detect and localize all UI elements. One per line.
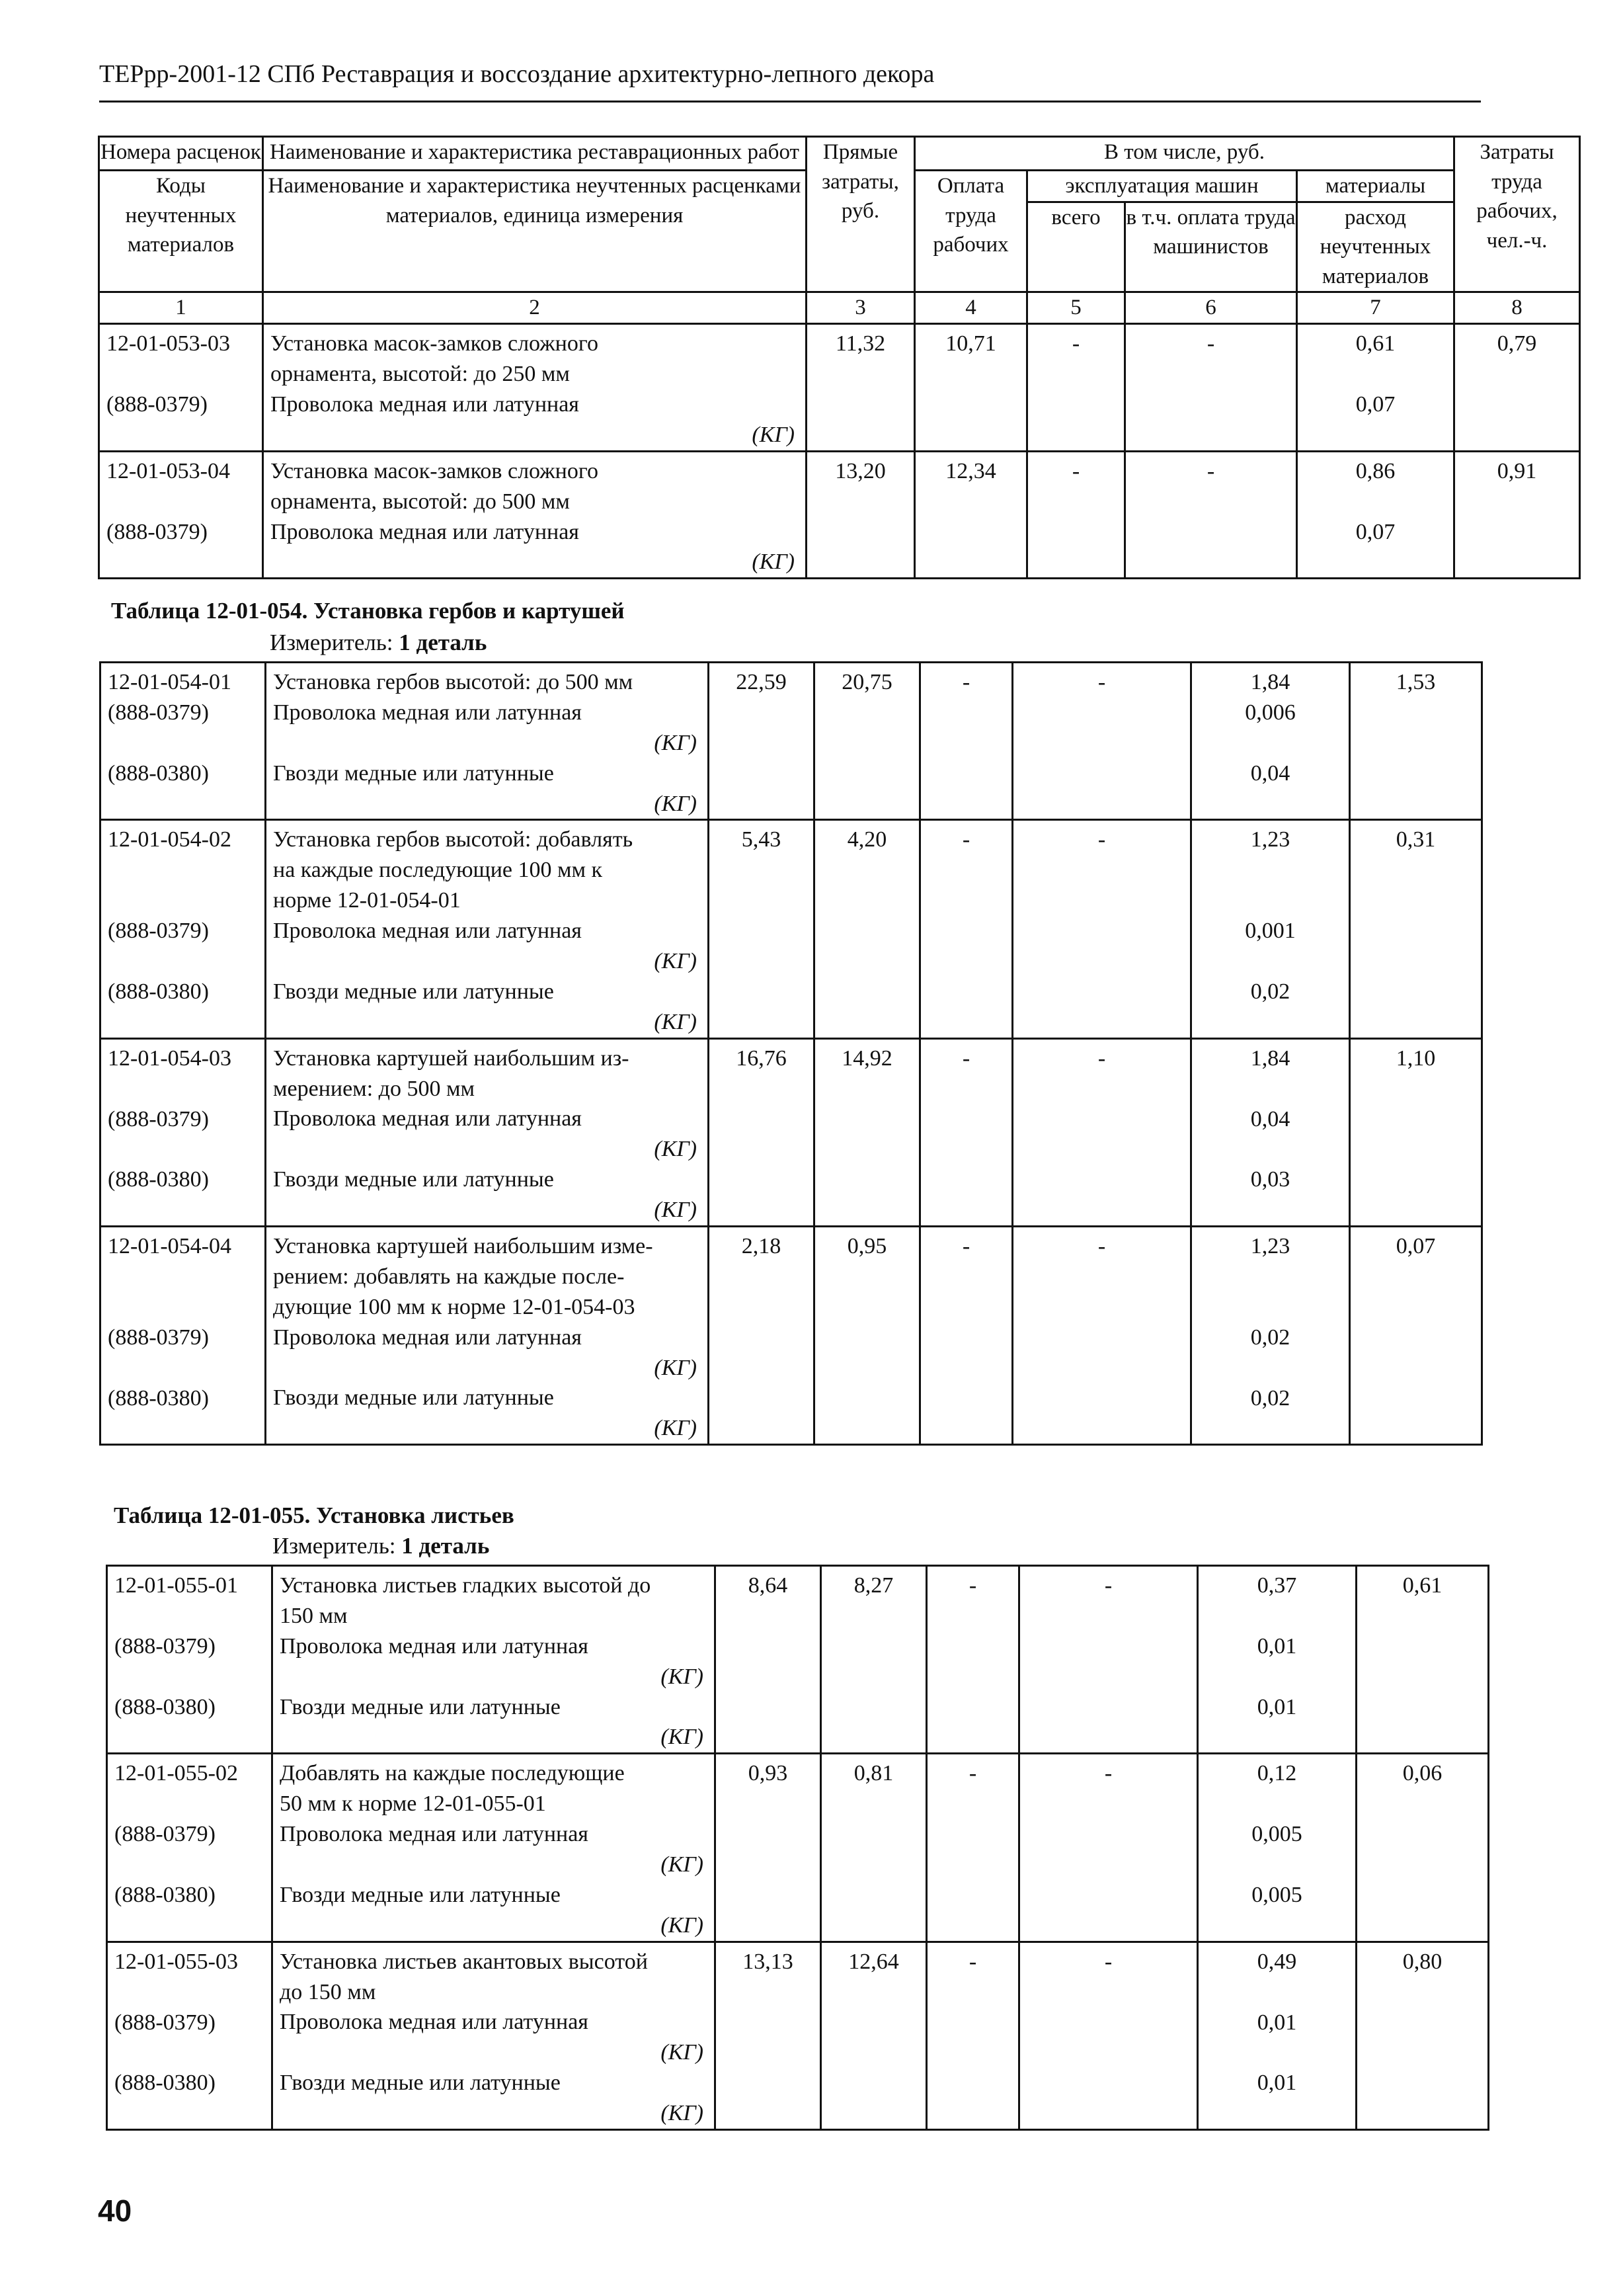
material-unit: (КГ) (654, 1416, 697, 1441)
spacer (108, 728, 264, 758)
rate-row (100, 663, 1482, 820)
value-labor (1357, 1566, 1489, 1754)
value-pay-text: 0,95 (847, 1234, 887, 1259)
value-pay-text: 8,27 (853, 1573, 894, 1598)
material-code: (888-0380) (114, 1694, 216, 1719)
material-name: Гвозди медные или латунные (280, 2070, 561, 2096)
price-table-054 (99, 661, 1483, 1446)
header-cell-machines: эксплуатация машин (1027, 171, 1297, 202)
material-qty: 0,03 (1250, 1167, 1290, 1192)
value-labor (1454, 451, 1580, 579)
material-qty: 0,006 (1245, 700, 1296, 725)
material-unit: (КГ) (654, 1198, 697, 1223)
spacer (1192, 855, 1349, 916)
rate-name-cell (266, 663, 709, 820)
value-mach_pay-text: - (1207, 331, 1215, 356)
value-pay-text: 20,75 (842, 670, 892, 694)
table-title-055: Таблица 12-01-055. Установка листьев (114, 1502, 514, 1528)
material-code: (888-0380) (114, 2070, 216, 2096)
value-direct-text: 2,18 (741, 1234, 781, 1259)
rate-name-line: Установка листьев гладких высотой до (280, 1573, 651, 1598)
value-direct (709, 820, 814, 1038)
value-mach (927, 1942, 1019, 2129)
value-materials (1191, 820, 1350, 1038)
value-pay-text: 10,71 (945, 331, 996, 356)
header-cell-machinist-pay: в т.ч. оплата труда машинистов (1125, 202, 1297, 292)
table-meter-054 (270, 630, 487, 656)
spacer (1199, 1601, 1355, 1631)
rate-name-line: 150 мм (280, 1603, 348, 1628)
value-mach (920, 820, 1013, 1038)
value-direct (709, 1038, 814, 1226)
value-materials (1191, 1227, 1350, 1445)
rate-name-line: Установка гербов высотой: до 500 мм (273, 670, 633, 694)
rate-code-cell (107, 1566, 272, 1754)
value-direct-text: 16,76 (736, 1046, 787, 1071)
price-table-055 (106, 1565, 1489, 2131)
header-cell-material-name: Наименование и характеристика неучтенных расценками материалов, единица измерения (263, 171, 807, 292)
value-labor-text: 0,79 (1497, 331, 1537, 356)
value-direct-text: 13,20 (835, 458, 886, 483)
material-name: Проволока медная или латунная (273, 1106, 582, 1131)
header-cell-machines-total: всего (1027, 202, 1125, 292)
table-title-054: Таблица 12-01-054. Установка гербов и картушей (111, 598, 625, 624)
value-labor (1357, 1754, 1489, 1942)
value-mach-text: - (962, 1234, 970, 1259)
header-cell-work-name: Наименование и характеристика реставрационных работ (263, 137, 807, 171)
material-code: (888-0379) (108, 700, 209, 725)
value-labor-text: 0,61 (1402, 1573, 1443, 1598)
column-number: 1 (99, 292, 263, 324)
material-code: (888-0379) (108, 919, 209, 944)
material-unit: (КГ) (654, 1137, 697, 1162)
rate-name-line: орнамента, высотой: до 250 мм (270, 362, 570, 387)
value-mach_pay-text: - (1097, 1234, 1106, 1259)
value-mach-text: - (969, 1573, 977, 1598)
material-name: Проволока медная или латунная (270, 519, 579, 544)
material-unit: (КГ) (660, 1852, 703, 1877)
header-rule (99, 101, 1481, 102)
material-qty: 0,02 (1250, 1325, 1290, 1350)
rate-code-cell (107, 1754, 272, 1942)
material-qty: 0,02 (1250, 979, 1290, 1004)
value-mach_pay-text: - (1207, 458, 1215, 483)
material-name: Гвозди медные или латунные (280, 1882, 561, 1907)
spacer (114, 1977, 271, 2008)
value-direct (715, 1754, 821, 1942)
column-number: 2 (263, 292, 807, 324)
rate-row (107, 1942, 1489, 2129)
material-name: Проволока медная или латунная (273, 919, 582, 944)
material-name: Проволока медная или латунная (280, 2010, 588, 2035)
rate-row (107, 1566, 1489, 1754)
material-qty: 0,01 (1257, 2010, 1297, 2035)
value-labor (1350, 1038, 1482, 1226)
spacer (1192, 728, 1349, 758)
spacer (108, 1262, 264, 1323)
material-code: (888-0379) (106, 519, 208, 544)
value-materials (1297, 324, 1454, 452)
rate-name-cell (272, 1566, 715, 1754)
material-unit: (КГ) (654, 791, 697, 816)
value-mach_pay (1125, 451, 1297, 579)
value-mach_pay (1019, 1942, 1198, 2129)
rate-code: 12-01-053-03 (106, 331, 230, 356)
value-direct-text: 0,93 (748, 1761, 788, 1786)
value-mach_pay (1013, 663, 1191, 820)
spacer (108, 946, 264, 977)
spacer (108, 855, 264, 916)
value-direct-text: 11,32 (835, 331, 886, 356)
value-labor (1357, 1942, 1489, 2129)
rate-code: 12-01-054-04 (108, 1234, 231, 1259)
rate-code: 12-01-055-01 (114, 1573, 238, 1598)
material-qty: 0,04 (1250, 1106, 1290, 1131)
value-labor-text: 0,80 (1402, 1949, 1443, 1974)
material-qty: 0,01 (1257, 1694, 1297, 1719)
rate-code: 12-01-054-01 (108, 670, 231, 694)
spacer (108, 1134, 264, 1165)
value-mach_pay (1019, 1754, 1198, 1942)
column-number: 6 (1125, 292, 1297, 324)
rate-name-line: Установка гербов высотой: добавлять (273, 827, 633, 852)
material-name: Проволока медная или латунная (273, 1325, 582, 1350)
spacer (1199, 1789, 1355, 1819)
spacer (1192, 1353, 1349, 1383)
header-cell-materials: материалы (1297, 171, 1454, 202)
material-qty: 0,005 (1251, 1883, 1302, 1908)
page-number: 40 (98, 2194, 132, 2228)
meter-label: Измеритель: (272, 1533, 396, 1559)
value-mach_pay-text: - (1097, 1046, 1106, 1071)
material-code: (888-0379) (108, 1325, 209, 1350)
spacer (1192, 1134, 1349, 1165)
material-qty: 0,01 (1257, 2070, 1297, 2096)
table-meter-055 (272, 1533, 489, 1559)
material-qty: 0,01 (1257, 1633, 1297, 1659)
value-mat-text: 0,61 (1355, 331, 1396, 356)
rate-name-line: Установка листьев акантовых высотой (280, 1949, 648, 1974)
rate-code: 12-01-054-03 (108, 1046, 231, 1071)
material-qty: 0,005 (1251, 1822, 1302, 1847)
material-code: (888-0380) (108, 979, 209, 1004)
value-direct (709, 1227, 814, 1445)
rate-row (100, 1038, 1482, 1226)
material-unit: (КГ) (660, 1725, 703, 1750)
value-mach (927, 1754, 1019, 1942)
material-unit: (КГ) (654, 730, 697, 755)
value-mach_pay (1013, 1227, 1191, 1445)
value-mach_pay-text: - (1104, 1573, 1113, 1598)
value-mach-text: - (1072, 331, 1080, 356)
rate-row (99, 451, 1580, 579)
material-name: Проволока медная или латунная (270, 391, 579, 417)
value-labor-text: 0,31 (1396, 827, 1436, 852)
material-unit: (КГ) (752, 422, 795, 447)
header-cell-worker-pay: Оплата труда рабочих (915, 171, 1027, 292)
value-pay (821, 1754, 927, 1942)
value-mach-text: - (969, 1761, 977, 1786)
spacer (1192, 946, 1349, 977)
header-cell-labor: Затраты труда рабочих, чел.-ч. (1454, 137, 1580, 292)
rate-name-line: Установка картушей наибольшим изме- (273, 1234, 653, 1259)
value-mat-text: 0,49 (1257, 1949, 1297, 1974)
price-table-053 (98, 136, 1581, 579)
value-mach-text: - (962, 827, 970, 852)
value-direct-text: 13,13 (742, 1949, 793, 1974)
spacer (1199, 1977, 1355, 2008)
material-qty: 0,001 (1245, 919, 1296, 944)
value-mach_pay-text: - (1104, 1949, 1113, 1974)
material-unit: (КГ) (654, 1009, 697, 1034)
spacer (114, 1850, 271, 1880)
spacer (114, 2037, 271, 2068)
spacer (1199, 1662, 1355, 1692)
rate-name-line: Установка масок-замков сложного (270, 331, 598, 356)
spacer (106, 487, 262, 517)
value-mach-text: - (1072, 458, 1080, 483)
rate-code-cell (107, 1942, 272, 2129)
rate-code: 12-01-055-02 (114, 1761, 238, 1786)
rate-name-line: норме 12-01-054-01 (273, 888, 461, 913)
material-code: (888-0380) (114, 1883, 216, 1908)
spacer (1199, 2037, 1355, 2068)
spacer (114, 1601, 271, 1631)
value-pay (814, 1227, 920, 1445)
value-mat-text: 1,23 (1250, 827, 1290, 852)
material-qty: 0,07 (1355, 519, 1396, 544)
material-code: (888-0379) (114, 1822, 216, 1847)
material-name: Гвозди медные или латунные (280, 1694, 561, 1719)
material-code: (888-0380) (108, 1385, 209, 1411)
page-header: ТЕРрр-2001-12 СПб Реставрация и воссоздание архитектурно-лепного декора (99, 60, 935, 88)
value-materials (1198, 1942, 1357, 2129)
material-qty: 0,07 (1355, 392, 1396, 417)
value-mach_pay-text: - (1097, 670, 1106, 694)
material-code: (888-0379) (114, 1633, 216, 1659)
column-number: 5 (1027, 292, 1125, 324)
value-pay-text: 4,20 (847, 827, 887, 852)
value-mach_pay-text: - (1097, 827, 1106, 852)
material-qty: 0,04 (1250, 760, 1290, 786)
value-direct (715, 1942, 821, 2129)
material-unit: (КГ) (660, 1664, 703, 1689)
rate-name-cell (266, 1038, 709, 1226)
rate-name-line: 50 мм к норме 12-01-055-01 (280, 1791, 546, 1817)
value-mach (1027, 451, 1125, 579)
value-direct-text: 22,59 (736, 670, 787, 694)
value-mat-text: 0,86 (1355, 458, 1396, 483)
rate-name-cell (263, 451, 807, 579)
rate-code: 12-01-054-02 (108, 827, 231, 852)
material-unit: (КГ) (660, 2040, 703, 2065)
value-pay (915, 324, 1027, 452)
material-code: (888-0380) (108, 1167, 209, 1192)
value-materials (1198, 1754, 1357, 1942)
material-code: (888-0379) (114, 2010, 216, 2035)
header-cell-material-consumption: расход неучтенных материалов (1297, 202, 1454, 292)
value-pay (821, 1566, 927, 1754)
value-pay-text: 12,34 (945, 458, 996, 483)
value-labor (1454, 324, 1580, 452)
rate-code: 12-01-053-04 (106, 458, 230, 483)
value-mat-text: 0,37 (1257, 1573, 1297, 1598)
rate-row (100, 1227, 1482, 1445)
value-mach_pay (1019, 1566, 1198, 1754)
value-materials (1297, 451, 1454, 579)
value-direct-text: 8,64 (748, 1573, 788, 1598)
rate-row (100, 820, 1482, 1038)
value-pay-text: 0,81 (853, 1761, 894, 1786)
rate-name-line: орнамента, высотой: до 500 мм (270, 489, 570, 514)
value-pay-text: 12,64 (848, 1949, 899, 1974)
material-code: (888-0380) (108, 760, 209, 786)
value-mat-text: 1,23 (1250, 1234, 1290, 1259)
value-labor (1350, 663, 1482, 820)
material-qty: 0,02 (1250, 1385, 1290, 1411)
rate-name-line: Установка масок-замков сложного (270, 458, 598, 483)
material-code: (888-0379) (106, 392, 208, 417)
value-pay (814, 1038, 920, 1226)
spacer (1199, 1850, 1355, 1880)
value-mach-text: - (969, 1949, 977, 1974)
spacer (1192, 1074, 1349, 1104)
value-mach_pay (1013, 820, 1191, 1038)
column-number: 8 (1454, 292, 1580, 324)
meter-value: 1 деталь (401, 1533, 490, 1559)
value-mach (927, 1566, 1019, 1754)
spacer (108, 1353, 264, 1383)
rate-name-line: дующие 100 мм к норме 12-01-054-03 (273, 1294, 635, 1319)
rate-name-cell (272, 1942, 715, 2129)
value-pay (814, 663, 920, 820)
material-name: Проволока медная или латунная (280, 1633, 588, 1659)
rate-code-cell (99, 451, 263, 579)
rate-row (99, 324, 1580, 452)
rate-code-cell (100, 663, 266, 820)
rate-name-line: мерением: до 500 мм (273, 1076, 475, 1101)
material-unit: (КГ) (752, 550, 795, 575)
rate-code-cell (100, 1038, 266, 1226)
value-mach (920, 1227, 1013, 1445)
value-direct (709, 663, 814, 820)
value-labor (1350, 820, 1482, 1038)
value-labor-text: 0,91 (1497, 458, 1537, 483)
meter-label: Измеритель: (270, 630, 393, 655)
header-cell-direct-costs: Прямые затраты, руб. (807, 137, 915, 292)
spacer (114, 1662, 271, 1692)
material-name: Проволока медная или латунная (273, 700, 582, 725)
column-number: 7 (1297, 292, 1454, 324)
rate-name-line: Установка картушей наибольшим из- (273, 1046, 629, 1071)
spacer (114, 1789, 271, 1819)
material-unit: (КГ) (660, 1912, 703, 1938)
meter-value: 1 деталь (399, 630, 487, 655)
rate-code: 12-01-055-03 (114, 1949, 238, 1974)
column-number: 4 (915, 292, 1027, 324)
material-unit: (КГ) (654, 1355, 697, 1380)
rate-name-line: на каждые последующие 100 мм к (273, 858, 603, 883)
material-name: Гвозди медные или латунные (273, 1385, 554, 1411)
value-mach_pay (1013, 1038, 1191, 1226)
rate-code-cell (99, 324, 263, 452)
value-direct (807, 451, 915, 579)
spacer (1192, 1262, 1349, 1323)
value-materials (1191, 663, 1350, 820)
value-labor-text: 0,07 (1396, 1234, 1436, 1259)
value-mach_pay-text: - (1104, 1761, 1113, 1786)
rate-code-cell (100, 1227, 266, 1445)
rate-code-cell (100, 820, 266, 1038)
value-labor-text: 1,10 (1396, 1046, 1436, 1071)
rate-name-cell (263, 324, 807, 452)
rate-name-line: Добавлять на каждые последующие (280, 1761, 625, 1786)
value-labor-text: 0,06 (1402, 1761, 1443, 1786)
value-materials (1191, 1038, 1350, 1226)
material-unit: (КГ) (654, 949, 697, 974)
header-cell-rate-numbers: Номера расценок (99, 137, 263, 171)
rate-name-cell (266, 1227, 709, 1445)
header-cell-material-codes: Коды неучтенных материалов (99, 171, 263, 292)
spacer (1298, 487, 1453, 517)
rate-name-cell (272, 1754, 715, 1942)
value-mat-text: 0,12 (1257, 1761, 1297, 1786)
spacer (106, 359, 262, 390)
value-labor (1350, 1227, 1482, 1445)
value-pay (915, 451, 1027, 579)
value-mach_pay (1125, 324, 1297, 452)
value-mach-text: - (962, 1046, 970, 1071)
material-name: Проволока медная или латунная (280, 1822, 588, 1847)
value-direct (715, 1566, 821, 1754)
value-mach (920, 663, 1013, 820)
material-name: Гвозди медные или латунные (273, 979, 554, 1004)
value-mach (920, 1038, 1013, 1226)
value-mach (1027, 324, 1125, 452)
value-pay-text: 14,92 (842, 1046, 892, 1071)
spacer (108, 1074, 264, 1104)
value-mach-text: - (962, 670, 970, 694)
rate-name-line: до 150 мм (280, 1979, 376, 2004)
value-direct (807, 324, 915, 452)
value-pay (821, 1942, 927, 2129)
material-name: Гвозди медные или латунные (273, 1167, 554, 1192)
rate-row (107, 1754, 1489, 1942)
material-name: Гвозди медные или латунные (273, 760, 554, 786)
value-materials (1198, 1566, 1357, 1754)
rate-name-line: рением: добавлять на каждые после- (273, 1264, 625, 1289)
spacer (1298, 359, 1453, 390)
value-pay (814, 820, 920, 1038)
material-code: (888-0379) (108, 1106, 209, 1131)
value-mat-text: 1,84 (1250, 1046, 1290, 1071)
value-labor-text: 1,53 (1396, 670, 1436, 694)
value-mat-text: 1,84 (1250, 670, 1290, 694)
rate-name-cell (266, 820, 709, 1038)
header-cell-including: В том числе, руб. (915, 137, 1454, 171)
value-direct-text: 5,43 (741, 827, 781, 852)
column-number: 3 (807, 292, 915, 324)
material-unit: (КГ) (660, 2101, 703, 2126)
